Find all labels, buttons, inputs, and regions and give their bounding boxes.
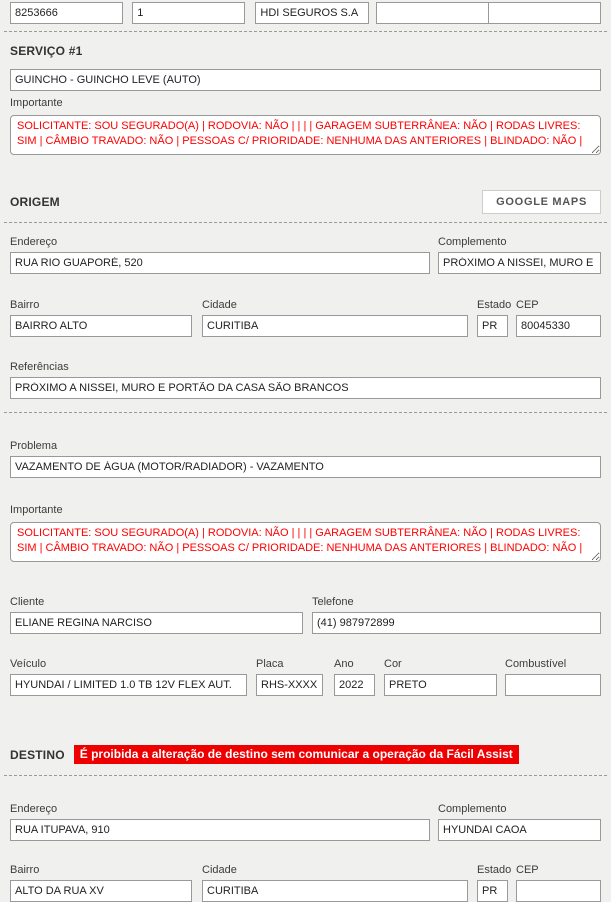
origem-bairro-field bbox=[10, 299, 192, 337]
origem-referencias-field bbox=[10, 361, 601, 399]
origem-cep-field bbox=[516, 299, 601, 337]
insurer-name-input[interactable] bbox=[255, 2, 368, 24]
origem-endereco-input[interactable] bbox=[10, 252, 430, 274]
importante-label-1: Importante bbox=[10, 97, 63, 109]
veiculo-input[interactable] bbox=[10, 674, 247, 696]
destino-address-row bbox=[10, 803, 601, 841]
origem-address-row bbox=[10, 236, 601, 274]
protocol-number-input[interactable] bbox=[10, 2, 123, 24]
telefone-label: Telefone bbox=[312, 596, 354, 608]
ano-field bbox=[334, 658, 375, 696]
section-title-servico: SERVIÇO #1 bbox=[10, 44, 83, 58]
destino-estado-field bbox=[477, 864, 512, 902]
service-index-input[interactable] bbox=[132, 2, 245, 24]
origem-cidade-field bbox=[202, 299, 468, 337]
origem-bairro-input[interactable] bbox=[10, 315, 192, 337]
divider bbox=[4, 31, 607, 32]
cliente-input[interactable] bbox=[10, 612, 303, 634]
divider bbox=[4, 412, 607, 413]
veiculo-field bbox=[10, 658, 247, 696]
destino-cidade-field bbox=[202, 864, 468, 902]
origem-complemento-input[interactable] bbox=[438, 252, 601, 274]
estado-label: Estado bbox=[477, 864, 512, 876]
placa-input[interactable] bbox=[256, 674, 323, 696]
estado-label: Estado bbox=[477, 299, 512, 311]
destino-warning-banner: É proibida a alteração de destino sem comunicar a operação da Fácil Assist bbox=[74, 745, 519, 764]
complemento-label: Complemento bbox=[438, 803, 507, 815]
cor-field bbox=[384, 658, 497, 696]
problema-field bbox=[10, 440, 601, 478]
destino-bairro-input[interactable] bbox=[10, 880, 192, 902]
problema-input[interactable] bbox=[10, 456, 601, 478]
divider bbox=[4, 775, 607, 776]
destino-bairro-field bbox=[10, 864, 192, 902]
telefone-input[interactable] bbox=[312, 612, 601, 634]
destino-cep-input[interactable] bbox=[516, 880, 601, 902]
origem-endereco-field bbox=[10, 236, 430, 274]
endereco-label: Endereço bbox=[10, 803, 58, 815]
origem-cidade-input[interactable] bbox=[202, 315, 468, 337]
origem-complemento-field bbox=[438, 236, 601, 274]
importante-label-2: Importante bbox=[10, 504, 63, 516]
cidade-label: Cidade bbox=[202, 864, 237, 876]
header-empty-input-2[interactable] bbox=[488, 2, 601, 24]
origem-estado-input[interactable] bbox=[477, 315, 508, 337]
ano-label: Ano bbox=[334, 658, 354, 670]
ano-input[interactable] bbox=[334, 674, 375, 696]
veiculo-label: Veículo bbox=[10, 658, 47, 670]
origem-header bbox=[10, 190, 601, 214]
cor-input[interactable] bbox=[384, 674, 497, 696]
veiculo-row bbox=[10, 658, 601, 696]
google-maps-button[interactable]: GOOGLE MAPS bbox=[482, 190, 601, 214]
importante-textarea-1[interactable] bbox=[10, 115, 601, 155]
cep-label: CEP bbox=[516, 864, 539, 876]
problema-label: Problema bbox=[10, 440, 58, 452]
importante-textarea-2[interactable] bbox=[10, 522, 601, 562]
destino-endereco-field bbox=[10, 803, 430, 841]
importante-field-2 bbox=[10, 504, 601, 565]
origem-estado-field bbox=[477, 299, 512, 337]
origem-referencias-input[interactable] bbox=[10, 377, 601, 399]
placa-label: Placa bbox=[256, 658, 284, 670]
combustivel-label: Combustível bbox=[505, 658, 567, 670]
combustivel-field bbox=[505, 658, 601, 696]
destino-district-row bbox=[10, 864, 601, 902]
destino-endereco-input[interactable] bbox=[10, 819, 430, 841]
cliente-row bbox=[10, 596, 601, 634]
header-fields-row bbox=[10, 2, 601, 24]
cor-label: Cor bbox=[384, 658, 402, 670]
endereco-label: Endereço bbox=[10, 236, 58, 248]
referencias-label: Referências bbox=[10, 361, 69, 373]
destino-header bbox=[10, 745, 601, 764]
section-title-destino: DESTINO bbox=[10, 747, 65, 762]
destino-cep-field bbox=[516, 864, 601, 902]
destino-cidade-input[interactable] bbox=[202, 880, 468, 902]
destino-complemento-input[interactable] bbox=[438, 819, 601, 841]
destino-estado-input[interactable] bbox=[477, 880, 508, 902]
cliente-label: Cliente bbox=[10, 596, 45, 608]
service-type-input[interactable] bbox=[10, 69, 601, 91]
cliente-field bbox=[10, 596, 303, 634]
cep-label: CEP bbox=[516, 299, 539, 311]
telefone-field bbox=[312, 596, 601, 634]
cidade-label: Cidade bbox=[202, 299, 237, 311]
origem-cep-input[interactable] bbox=[516, 315, 601, 337]
placa-field bbox=[256, 658, 323, 696]
divider bbox=[4, 222, 607, 223]
origem-district-row bbox=[10, 299, 601, 337]
destino-complemento-field bbox=[438, 803, 601, 841]
bairro-label: Bairro bbox=[10, 299, 40, 311]
complemento-label: Complemento bbox=[438, 236, 507, 248]
bairro-label: Bairro bbox=[10, 864, 40, 876]
header-empty-input-1[interactable] bbox=[376, 2, 489, 24]
section-title-origem: ORIGEM bbox=[10, 195, 60, 209]
combustivel-input[interactable] bbox=[505, 674, 601, 696]
